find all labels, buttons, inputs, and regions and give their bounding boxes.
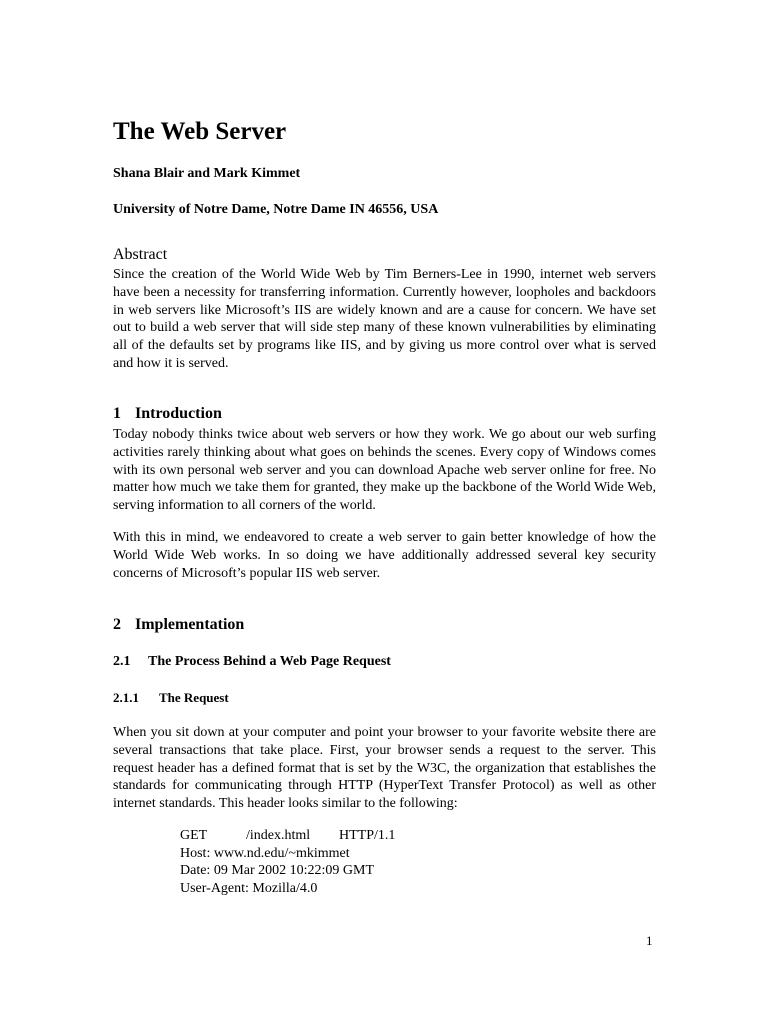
introduction-paragraph-1: Today nobody thinks twice about web servers or how they work. We go about our web surfing activities rarely thinking about what goes on behinds the scenes. Every copy of Windows comes with its own personal web server and you can download Apache web server online for free. No matter how much we take them for granted, they make up the backbone of the World Wide Web, serving information to all corners of the world. (113, 427, 656, 514)
section-number: 2 (113, 616, 121, 633)
paper-title: The Web Server (113, 118, 287, 145)
request-method: GET (180, 828, 208, 843)
affiliation: University of Notre Dame, Notre Dame IN 46556, USA (113, 202, 439, 217)
subsection-title: The Process Behind a Web Page Request (148, 654, 391, 669)
section-heading-introduction (113, 405, 222, 423)
subsubsection-title: The Request (159, 690, 229, 705)
subsection-heading (113, 654, 391, 670)
request-line (180, 827, 395, 845)
http-request-example (180, 827, 395, 897)
section-number: 1 (113, 405, 121, 422)
introduction-paragraph-2: With this in mind, we endeavored to create a web server to gain better knowledge of how the World Wide Web works. In so doing we have additionally addressed several key security concerns of Microsoft’s popular IIS web server. (113, 530, 656, 581)
subsubsection-heading (113, 690, 229, 706)
date-header-line: Date: 09 Mar 2002 10:22:09 GMT (180, 863, 375, 878)
section-heading-implementation (113, 616, 244, 634)
request-path: /index.html (246, 828, 311, 843)
section-title: Introduction (135, 405, 222, 422)
abstract-heading: Abstract (113, 246, 168, 263)
page-number: 1 (646, 933, 653, 948)
user-agent-header-line: User-Agent: Mozilla/4.0 (180, 880, 318, 896)
request-protocol: HTTP/1.1 (339, 828, 396, 843)
abstract-text: Since the creation of the World Wide Web by Tim Berners-Lee in 1990, internet web servers have been a necessity for transferring information. Currently however, loopholes and backdoors in web servers like Microsoft’s IIS are widely known and are a cause for concern. We have set out to build a web server that will side step many of these known vulnerabilities by eliminating all of the defaults set by programs like IIS, and by giving us more control over what is served and how it is served. (113, 267, 656, 371)
request-paragraph: When you sit down at your computer and point your browser to your favorite website there are several transactions that take place. First, your browser sends a request to the server. This request header has a defined format that is set by the W3C, the organization that establishes the standards for communicating through HTTP (HyperText Transfer Protocol) as well as other internet standards. This header looks similar to the following: (113, 725, 656, 812)
subsubsection-number: 2.1.1 (113, 690, 139, 705)
subsection-number: 2.1 (113, 654, 131, 669)
author-list: Shana Blair and Mark Kimmet (113, 166, 301, 181)
section-title: Implementation (135, 616, 245, 633)
host-header-line: Host: www.nd.edu/~mkimmet (180, 845, 350, 861)
